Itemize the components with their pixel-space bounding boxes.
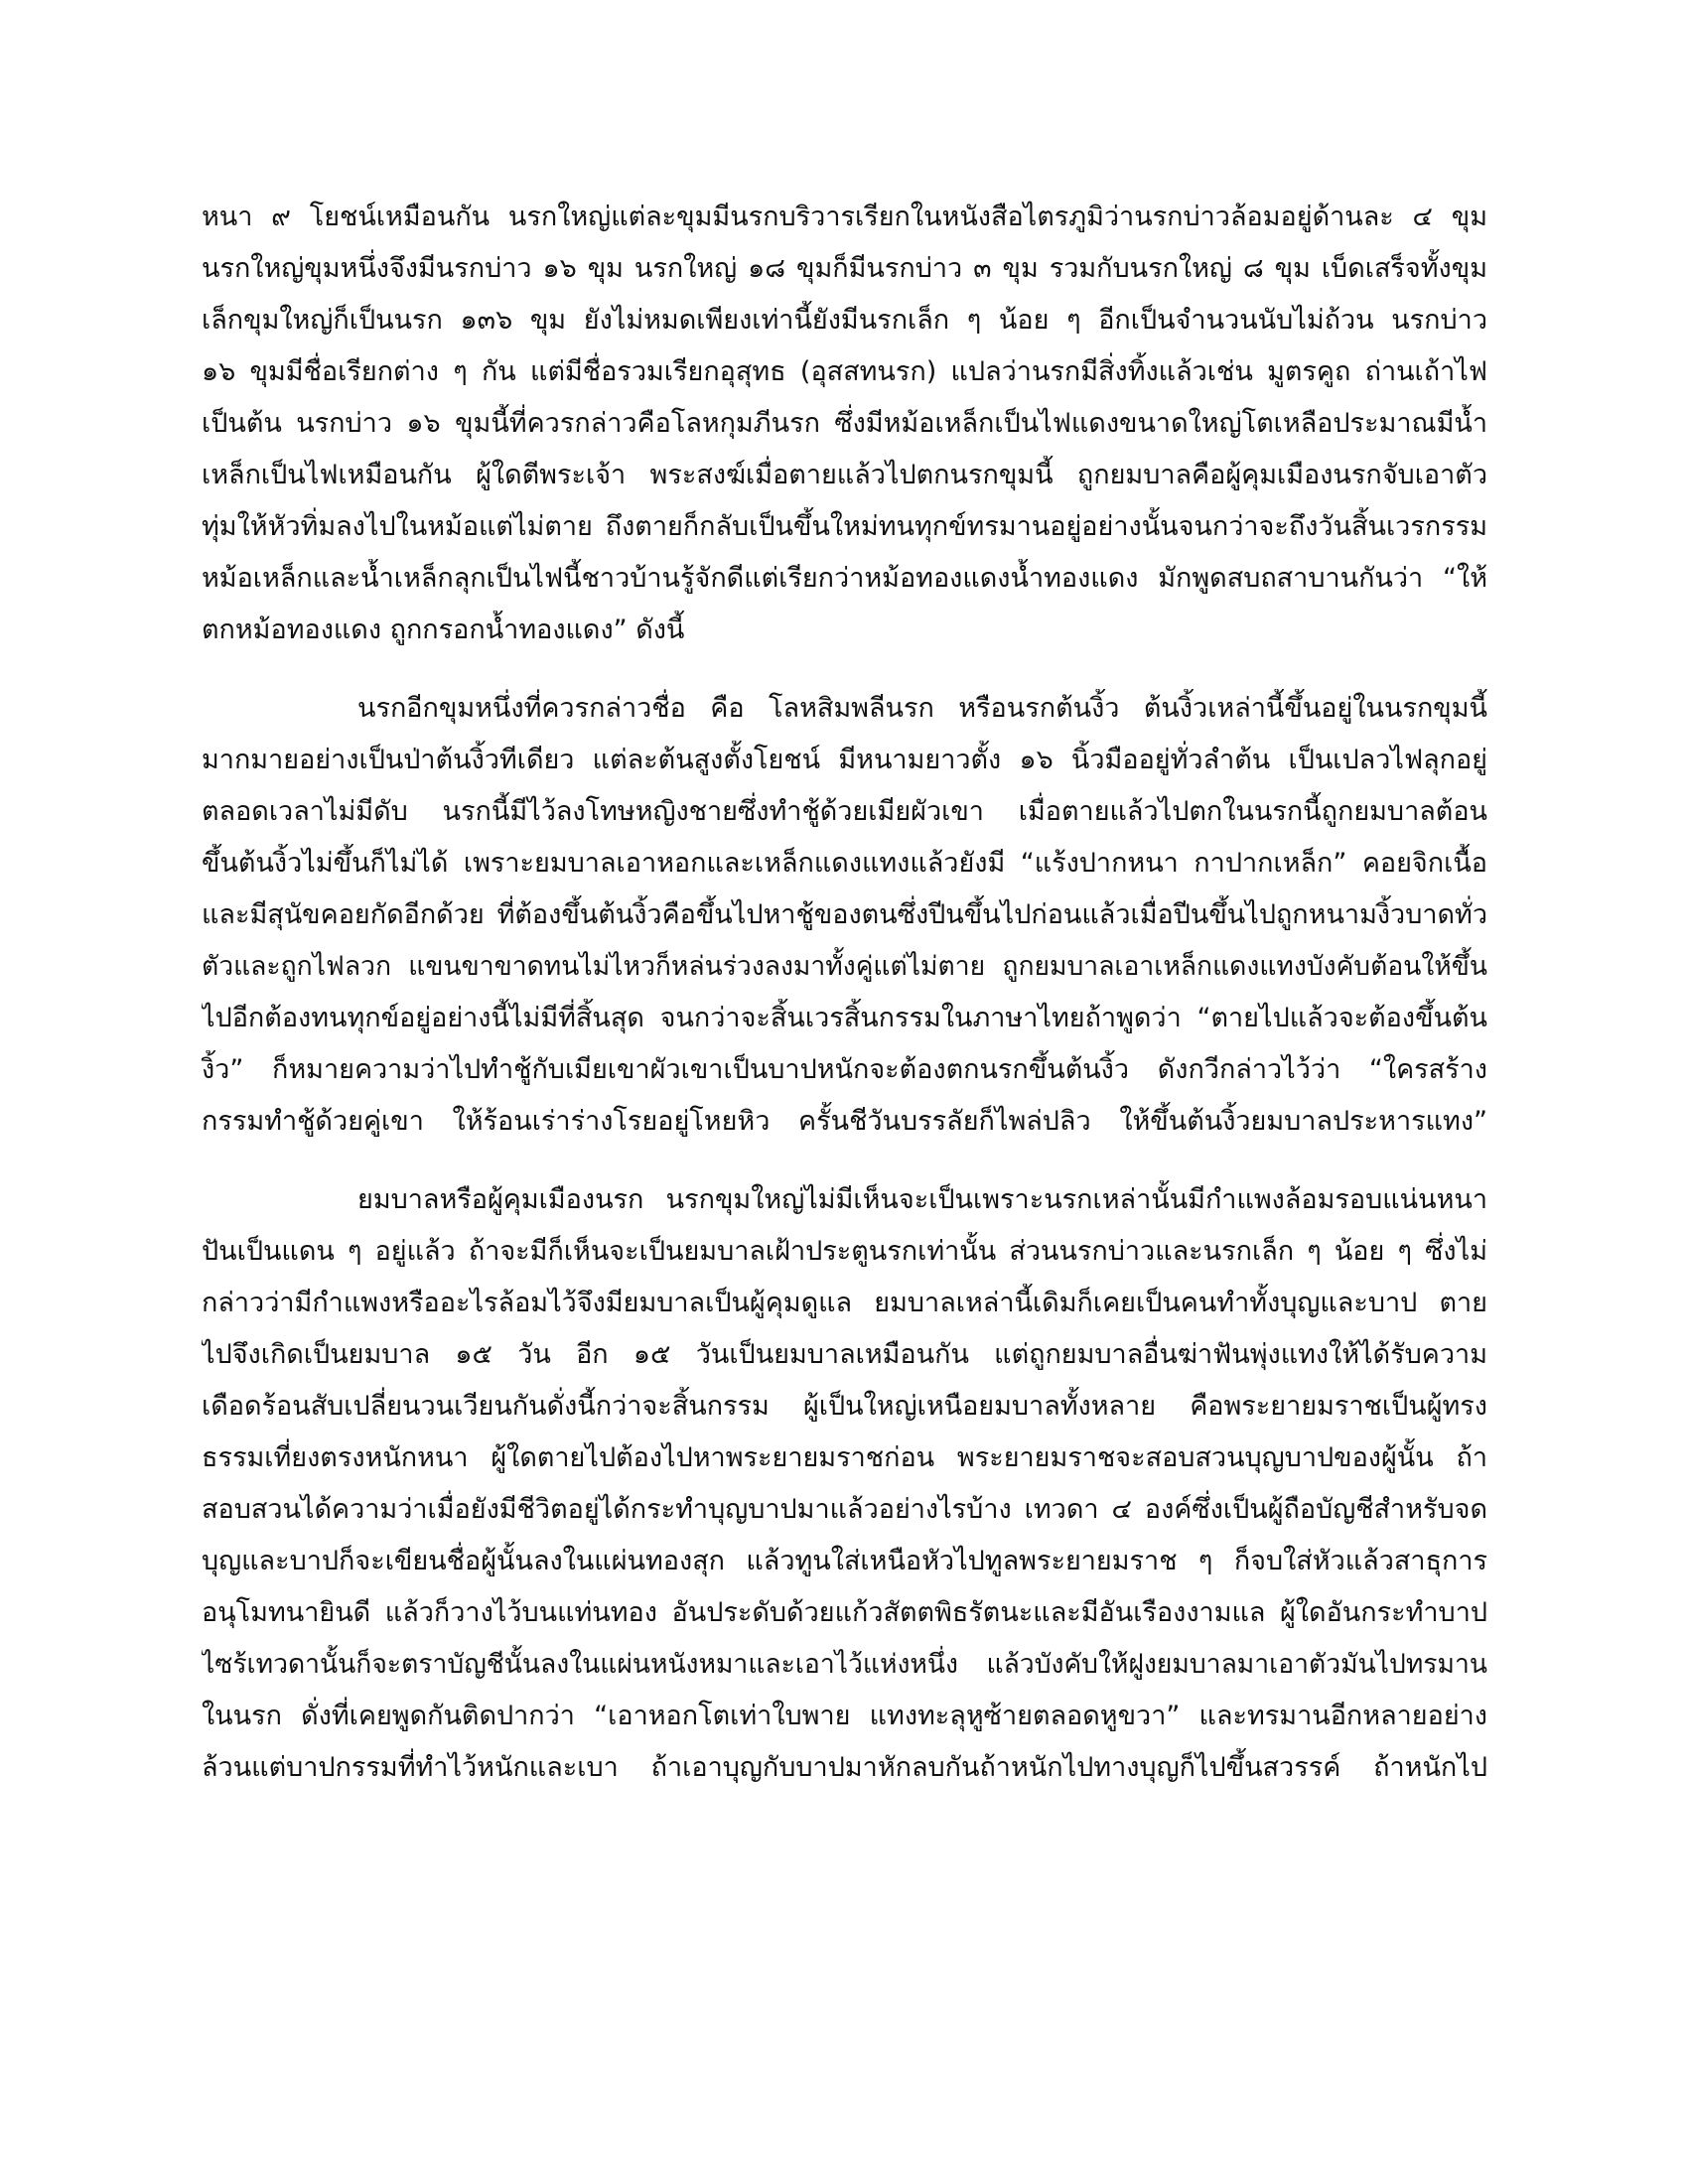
text-line: ทุ่มให้หัวทิ่มลงไปในหม้อแต่ไม่ตาย ถึงตายก็กลับเป็นขึ้นใหม่ทนทุกข์ทรมานอยู่อย่างนั้นจนกว่าจะถึงวันสิ้นเวรกรรม	[202, 511, 1487, 542]
text-line: งิ้ว” ก็หมายความว่าไปทำชู้กับเมียเขาผัวเขาเป็นบาปหนักจะต้องตกนรกขึ้นต้นงิ้ว ดังกวีกล่าวไว้ว่า “ใครสร้าง	[202, 1054, 1487, 1085]
text-line: อนุโมทนายินดี แล้วก็วางไว้บนแท่นทอง อันประดับด้วยแก้วสัตตพิธรัตนะและมีอันเรืองงามแล ผู้ใดอันกระทำบาป	[202, 1597, 1487, 1628]
text-line: ขึ้นต้นงิ้วไม่ขึ้นก็ไม่ได้ เพราะยมบาลเอาหอกและเหล็กแดงแทงแล้วยังมี “แร้งปากหนา กาปากเหล็ก” คอยจิกเนื้อ	[202, 848, 1487, 879]
text-line: ไปอีกต้องทนทุกข์อยู่อย่างนี้ไม่มีที่สิ้นสุด จนกว่าจะสิ้นเวรสิ้นกรรมในภาษาไทยถ้าพูดว่า “ตายไปแล้วจะต้องขึ้นต้น	[202, 1003, 1487, 1033]
text-line: บุญและบาปก็จะเขียนชื่อผู้นั้นลงในแผ่นทองสุก แล้วทูนใส่เหนือหัวไปทูลพระยายมราช ๆ ก็จบใส่หัวแล้วสาธุการ	[202, 1546, 1487, 1576]
text-line: นรกใหญ่ขุมหนึ่งจึงมีนรกบ่าว ๑๖ ขุม นรกใหญ่ ๑๘ ขุมก็มีนรกบ่าว ๓ ขุม รวมกับนรกใหญ่ ๘ ขุม เบ็ดเสร็จทั้งขุม	[202, 253, 1487, 284]
text-line: ไซร้เทวดานั้นก็จะตราบัญชีนั้นลงในแผ่นหนังหมาและเอาไว้แห่งหนึ่ง แล้วบังคับให้ฝูงยมบาลมาเอาตัวมันไปทรมาน	[202, 1649, 1487, 1680]
text-line: หนา ๙ โยชน์เหมือนกัน นรกใหญ่แต่ละขุมมีนรกบริวารเรียกในหนังสือไตรภูมิว่านรกบ่าวล้อมอยู่ด้านละ ๔ ขุม	[202, 202, 1487, 232]
text-line: ธรรมเที่ยงตรงหนักหนา ผู้ใดตายไปต้องไปหาพระยายมราชก่อน พระยายมราชจะสอบสวนบุญบาปของผู้นั้น ถ้า	[202, 1442, 1487, 1473]
text-line: ปันเป็นแดน ๆ อยู่แล้ว ถ้าจะมีก็เห็นจะเป็นยมบาลเฝ้าประตูนรกเท่านั้น ส่วนนรกบ่าวและนรกเล็ก ๆ น้อย ๆ ซึ่งไม่	[202, 1236, 1487, 1267]
text-line: ยมบาลหรือผู้คุมเมืองนรก นรกขุมใหญ่ไม่มีเห็นจะเป็นเพราะนรกเหล่านั้นมีกำแพงล้อมรอบแน่นหนา	[357, 1184, 1487, 1215]
text-line: กล่าวว่ามีกำแพงหรืออะไรล้อมไว้จึงมียมบาลเป็นผู้คุมดูแล ยมบาลเหล่านี้เดิมก็เคยเป็นคนทำทั้งบุญและบาป ตาย	[202, 1288, 1487, 1318]
text-line: เดือดร้อนสับเปลี่ยนวนเวียนกันดั่งนี้กว่าจะสิ้นกรรม ผู้เป็นใหญ่เหนือยมบาลทั้งหลาย คือพระยายมราชเป็นผู้ทรง	[202, 1391, 1487, 1422]
text-line: ตลอดเวลาไม่มีดับ นรกนี้มีไว้ลงโทษหญิงชายซึ่งทำชู้ด้วยเมียผัวเขา เมื่อตายแล้วไปตกในนรกนี้ถูกยมบาลต้อน	[202, 796, 1487, 827]
text-line: เล็กขุมใหญ่ก็เป็นนรก ๑๓๖ ขุม ยังไม่หมดเพียงเท่านี้ยังมีนรกเล็ก ๆ น้อย ๆ อีกเป็นจำนวนนับไม่ถ้วน นรกบ่าว	[202, 305, 1487, 336]
text-line: นรกอีกขุมหนึ่งที่ควรกล่าวชื่อ คือ โลหสิมพลีนรก หรือนรกต้นงิ้ว ต้นงิ้วเหล่านี้ขึ้นอยู่ในนรกขุมนี้	[357, 693, 1487, 724]
text-line: ล้วนแต่บาปกรรมที่ทำไว้หนักและเบา ถ้าเอาบุญกับบาปมาหักลบกันถ้าหนักไปทางบุญก็ไปขึ้นสวรรค์ ถ้าหนักไป	[202, 1752, 1487, 1783]
text-line: และมีสุนัขคอยกัดอีกด้วย ที่ต้องขึ้นต้นงิ้วคือขึ้นไปหาชู้ของตนซึ่งปีนขึ้นไปก่อนแล้วเมื่อปีนขึ้นไปถูกหนามงิ้วบาดทั่ว	[202, 899, 1487, 930]
text-line: เหล็กเป็นไฟเหมือนกัน ผู้ใดตีพระเจ้า พระสงฆ์เมื่อตายแล้วไปตกนรกขุมนี้ ถูกยมบาลคือผู้คุมเมืองนรกจับเอาตัว	[202, 460, 1487, 490]
text-line: หม้อเหล็กและน้ำเหล็กลุกเป็นไฟนี้ชาวบ้านรู้จักดีแต่เรียกว่าหม้อทองแดงน้ำทองแดง มักพูดสบถสาบานกันว่า “ให้	[202, 563, 1487, 594]
text-line: ในนรก ดั่งที่เคยพูดกันติดปากว่า “เอาหอกโตเท่าใบพาย แทงทะลุหูซ้ายตลอดหูขวา” และทรมานอีกหลายอย่าง	[202, 1701, 1487, 1731]
text-line: เป็นต้น นรกบ่าว ๑๖ ขุมนี้ที่ควรกล่าวคือโลหกุมภีนรก ซึ่งมีหม้อเหล็กเป็นไฟแดงขนาดใหญ่โตเหลือประมาณมีน้ำ	[202, 408, 1487, 439]
text-line: มากมายอย่างเป็นป่าต้นงิ้วทีเดียว แต่ละต้นสูงตั้งโยชน์ มีหนามยาวตั้ง ๑๖ นิ้วมืออยู่ทั่วลำต้น เป็นเปลวไฟลุกอยู่	[202, 745, 1487, 775]
text-line: สอบสวนได้ความว่าเมื่อยังมีชีวิตอยู่ได้กระทำบุญบาปมาแล้วอย่างไรบ้าง เทวดา ๔ องค์ซึ่งเป็นผู้ถือบัญชีสำหรับจด	[202, 1494, 1487, 1525]
text-line: ไปจึงเกิดเป็นยมบาล ๑๕ วัน อีก ๑๕ วันเป็นยมบาลเหมือนกัน แต่ถูกยมบาลอื่นฆ่าฟันพุ่งแทงให้ได้รับความ	[202, 1339, 1487, 1370]
text-line: ตัวและถูกไฟลวก แขนขาขาดทนไม่ไหวก็หล่นร่วงลงมาทั้งคู่แต่ไม่ตาย ถูกยมบาลเอาเหล็กแดงแทงบังคับต้อนให้ขึ้น	[202, 951, 1487, 982]
text-line: ตกหม้อทองแดง ถูกกรอกน้ำทองแดง” ดังนี้	[202, 614, 685, 645]
text-line: กรรมทำชู้ด้วยคู่เขา ให้ร้อนเร่าร่างโรยอยู่โหยหิว ครั้นชีวันบรรลัยก็ไพล่ปลิว ให้ขึ้นต้นงิ้วยมบาลประหารแทง”	[202, 1106, 1487, 1137]
text-line: ๑๖ ขุมมีชื่อเรียกต่าง ๆ กัน แต่มีชื่อรวมเรียกอุสุทธ (อุสสทนรก) แปลว่านรกมีสิ่งทิ้งแล้วเช่น มูตรคูถ ถ่านเถ้าไฟ	[202, 356, 1487, 387]
